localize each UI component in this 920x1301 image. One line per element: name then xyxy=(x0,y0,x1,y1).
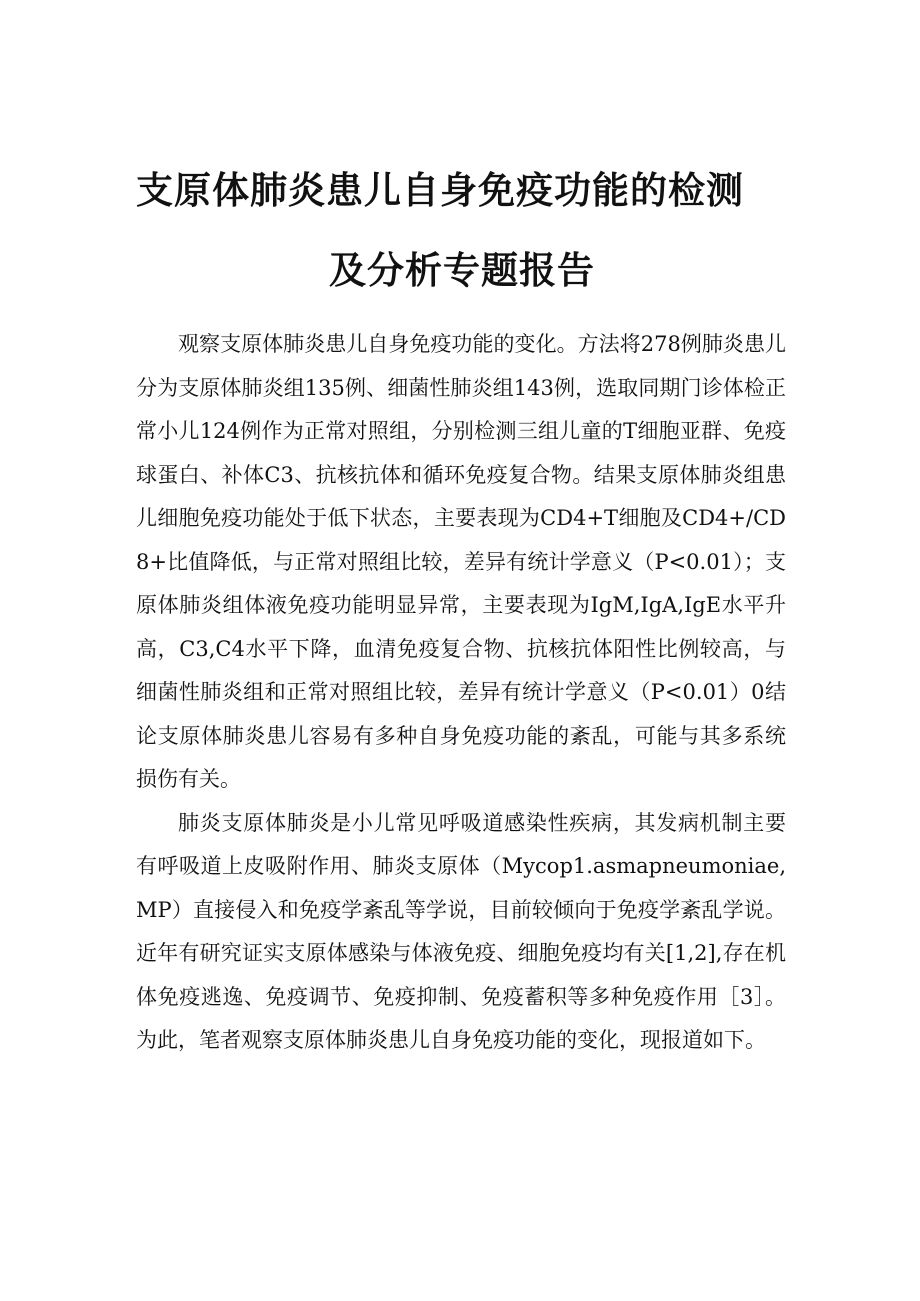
paragraph-introduction: 肺炎支原体肺炎是小儿常见呼吸道感染性疾病，其发病机制主要有呼吸道上皮吸附作用、肺炎支原体（Mycop1.asmapneumoniae,MP）直接侵入和免疫学紊乱等学说，目前较倾向于免疫学紊乱学说。近年有研究证实支原体感染与体液免疫、细胞免疫均有关[1,2],存在机体免疫逃逸、免疫调节、免疫抑制、免疫蓄积等多种免疫作用［3］。为此，笔者观察支原体肺炎患儿自身免疫功能的变化，现报道如下。 xyxy=(136,810,786,1052)
document-title-line-2: 及分析专题报告 xyxy=(329,249,595,292)
document-body xyxy=(136,323,786,1063)
document-title-line-1: 支原体肺炎患儿自身免疫功能的检测 xyxy=(136,169,744,212)
paragraph-abstract: 观察支原体肺炎患儿自身免疫功能的变化。方法将278例肺炎患儿分为支原体肺炎组135例、细菌性肺炎组143例，选取同期门诊体检正常小儿124例作为正常对照组，分别检测三组儿童的T细胞亚群、免疫球蛋白、补体C3、抗核抗体和循环免疫复合物。结果支原体肺炎组患儿细胞免疫功能处于低下状态，主要表现为CD4+T细胞及CD4+/CD8+比值降低，与正常对照组比较，差异有统计学意义（P<0.01）；支原体肺炎组体液免疫功能明显异常，主要表现为IgM,IgA,IgE水平升高，C3,C4水平下降，血清免疫复合物、抗核抗体阳性比例较高，与细菌性肺炎组和正常对照组比较，差异有统计学意义（P<0.01）0结论支原体肺炎患儿容易有多种自身免疫功能的紊乱，可能与其多系统损伤有关。 xyxy=(136,332,786,791)
